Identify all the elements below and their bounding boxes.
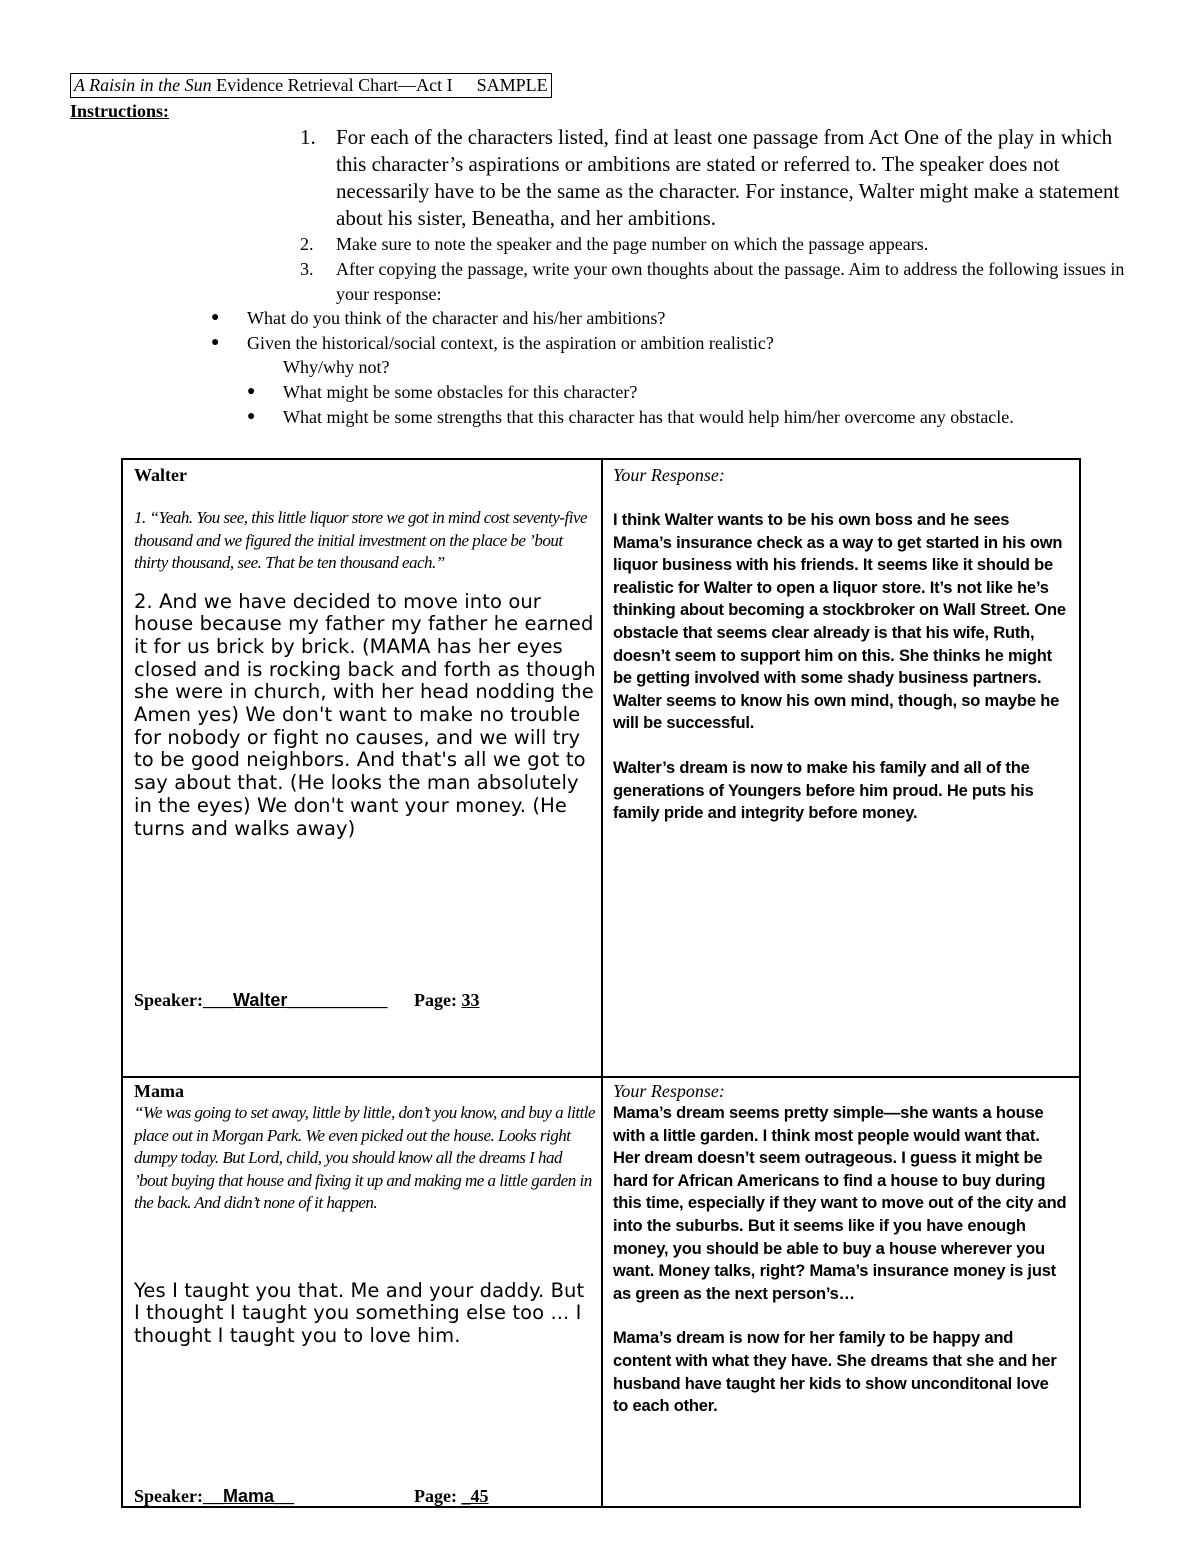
document-title [70,73,552,98]
row-divider [123,1076,1079,1078]
issue-text: What do you think of the character and his/her ambitions? [247,308,666,328]
response-text: Mama’s dream seems pretty simple—she wants a house with a little garden. I think most people would want that. Her dream doesn’t seem outrageous. I guess it might be hard for African Americans to find a house to buy during this time, especially if they want to move out of the city and into the suburbs. But it seems like if you have enough money, you should be able to buy a house wherever you want. Money talks, right? Mama’s insurance money is just as green as the next person’s… [613,1104,1067,1303]
instructions-heading: Instructions: [70,101,170,121]
issue-text: What might be some strengths that this character has that would help him/her overcome any obstacle. [283,406,1014,427]
issue-text: Given the historical/social context, is the aspiration or ambition realistic? [247,332,774,353]
issue-text: What might be some obstacles for this character? [283,382,638,402]
walter-evidence-cell [134,464,596,1010]
sub-issues-list [247,380,1107,429]
speaker-name: ___Walter__________ [203,990,388,1010]
instruction-number: 1. [300,125,316,149]
bullet-icon: ● [211,334,220,350]
sample-label: SAMPLE [476,75,548,95]
page-label: Page: [414,1486,457,1506]
quote-passage: “We was going to set away, little by little, don’t you know, and buy a little place out in Morgan Park. We even picked out the house. Looks right dumpy today. But Lord, child, you should know all the dreams I had ’bout buying that house and fixing it up and making me a little garden in the back. And didn’t none of it happen. [134,1103,596,1212]
evidence-chart-table [121,458,1081,1508]
page-reference [414,990,479,1011]
page-number: 33 [461,990,480,1010]
page-number: _45 [461,1486,489,1506]
mama-response-cell [613,1080,1068,1418]
quote-passage: 1. “Yeah. You see, this little liquor store we got in mind cost seventy-five thousand and we figured the initial investment on the place be ’bout thirty thousand, see. That be ten thousand each.” [134,508,588,572]
instructions-list [300,124,1130,307]
page-reference [414,1486,488,1507]
response-text: Mama’s dream is now for her family to be happy and content with what they have. She dreams that she and her husband have taught her kids to show unconditonal love to each other. [613,1329,1057,1416]
issue-item [211,331,1111,356]
issue-item [211,306,1111,331]
mama-evidence-cell [134,1080,596,1506]
response-text: Walter’s dream is now to make his family and all of the generations of Youngers before him proud. He puts his family pride and integrity before money. [613,758,1034,823]
title-text: Evidence Retrieval Chart—Act I [211,75,453,95]
column-divider [601,460,603,1506]
instruction-text: Make sure to note the speaker and the page number on which the passage appears. [336,234,929,254]
bullet-icon: ● [211,310,220,325]
bullet-icon: ● [247,384,256,399]
bullet-icon: ● [247,408,256,424]
issues-list [211,306,1111,355]
speaker-line [134,1486,489,1507]
instruction-item [300,124,1130,232]
instruction-text: For each of the characters listed, find at least one passage from Act One of the play in which this character’s aspirations or ambitions are stated or referred to. The speaker does not necessarily have to be the same as the character. For instance, Walter might make a statement about his sister, Beneatha, and her ambitions. [336,125,1120,230]
speaker-label: Speaker: [134,990,203,1010]
character-name: Mama [134,1081,184,1101]
why-why-not: Why/why not? [283,357,390,377]
instruction-item [300,257,1130,307]
response-label: Your Response: [613,1081,725,1101]
issue-item [247,405,1107,430]
response-text: I think Walter wants to be his own boss and he sees Mama’s insurance check as a way to get started in his own liquor business with his friends. It seems like it should be realistic for Walter to open a liquor store. It’s not like he’s thinking about becoming a stockbroker on Wall Street. One obstacle that seems clear already is that his wife, Ruth, doesn’t seem to support him on this. She thinks he might be getting involved with some shady business partners. Walter seems to know his own mind, though, so maybe he will be successful. [613,511,1066,733]
speaker-name: __Mama__ [203,1486,295,1506]
speaker-label: Speaker: [134,1486,203,1506]
walter-response-cell [613,464,1068,825]
speaker-line [134,990,480,1011]
instruction-item [300,232,1130,257]
quote-passage: 2. And we have decided to move into our house because my father my father he earned it for us brick by brick. (MAMA has her eyes closed and is rocking back and forth as though she were in church, with her head nodding the Amen yes) We don't want to make no trouble for nobody or fight no causes, and we will try to be good neighbors. And that's all we got to say about that. (He looks the man absolutely in the eyes) We don't want your money. (He turns and walks away) [134,589,596,840]
instruction-number: 2. [300,234,314,254]
instruction-text: After copying the passage, write your own thoughts about the passage. Aim to address the following issues in your response: [336,259,1125,304]
page-label: Page: [414,990,457,1010]
character-name: Walter [134,465,187,485]
instruction-number: 3. [300,259,314,279]
issue-item [247,380,1107,405]
response-label: Your Response: [613,465,725,485]
title-play-name: A Raisin in the Sun [74,75,212,95]
quote-passage: Yes I taught you that. Me and your daddy. But I thought I taught you something else too ... I thought I taught you to love him. [134,1278,585,1347]
